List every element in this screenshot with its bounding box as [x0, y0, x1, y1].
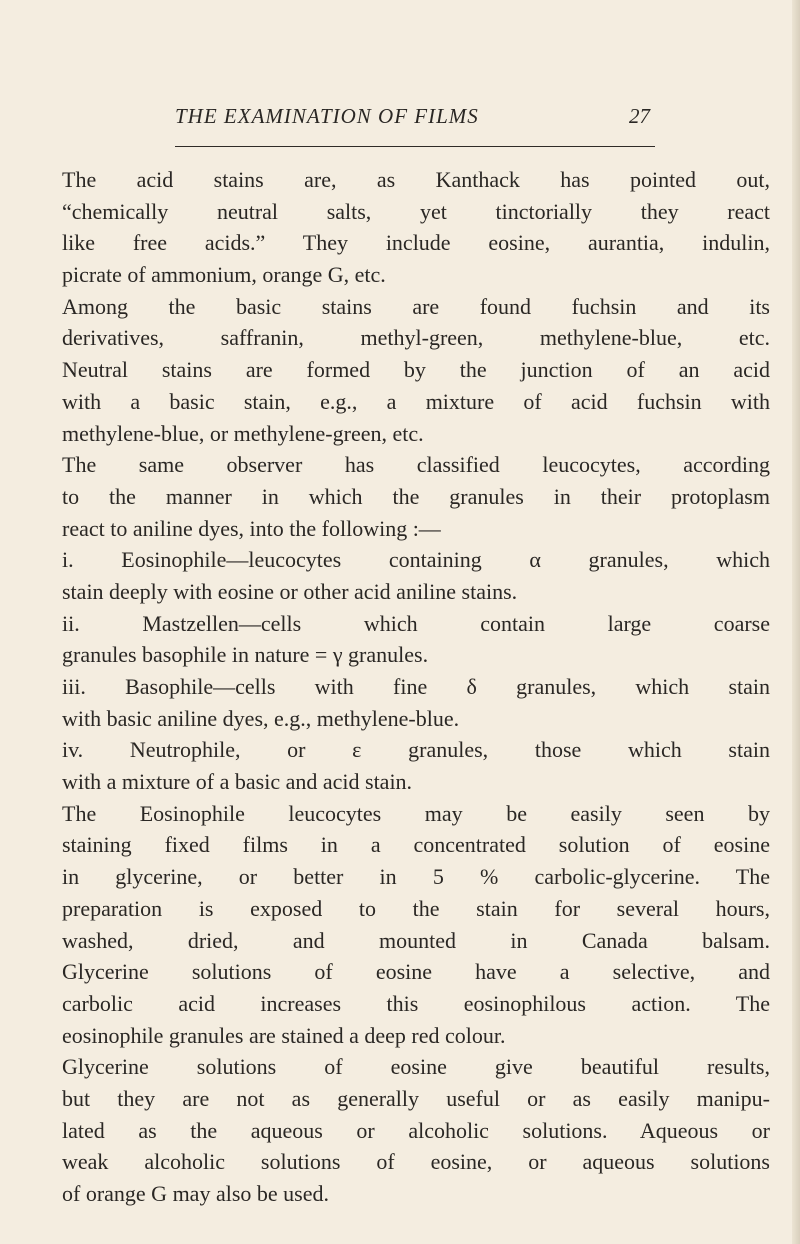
text-line: methylene-blue, or methylene-green, etc.: [62, 420, 424, 446]
text-line: preparation is exposed to the stain for several hours,: [62, 895, 770, 921]
text-line: iv. Neutrophile, or ε granules, those which stain: [62, 737, 770, 763]
running-head-title: THE EXAMINATION OF FILMS: [175, 104, 479, 128]
text-line: with a mixture of a basic and acid stain.: [62, 769, 413, 795]
page-edge-shadow: [792, 0, 800, 1244]
text-line: with a basic stain, e.g., a mixture of acid fuchsin with: [62, 388, 770, 414]
text-line: carbolic acid increases this eosinophilous action. The: [62, 990, 770, 1016]
text-line: eosinophile granules are stained a deep red colour.: [62, 1022, 506, 1048]
text-line: Neutral stains are formed by the junction of an acid: [62, 357, 770, 383]
text-line: but they are not as generally useful or as easily manipu-: [62, 1085, 770, 1111]
text-line: picrate of ammonium, orange G, etc.: [62, 262, 386, 288]
text-line: in glycerine, or better in 5 % carbolic-glycerine. The: [62, 864, 770, 890]
running-head: [175, 104, 650, 136]
page-number: 27: [629, 104, 650, 128]
text-line: iii. Basophile—cells with fine δ granules, which stain: [62, 674, 770, 699]
text-line: like free acids.” They include eosine, aurantia, indulin,: [62, 230, 770, 256]
text-line: “chemically neutral salts, yet tinctorially they react: [62, 198, 770, 224]
text-line: Glycerine solutions of eosine have a selective, and: [62, 959, 770, 985]
body-text: [62, 164, 770, 1210]
text-line: ii. Mastzellen—cells which contain large coarse: [62, 610, 770, 636]
text-line: Glycerine solutions of eosine give beautiful results,: [62, 1054, 770, 1080]
text-line: washed, dried, and mounted in Canada balsam.: [62, 927, 770, 953]
text-line: The Eosinophile leucocytes may be easily seen by: [62, 800, 770, 826]
text-line: granules basophile in nature = γ granules.: [62, 642, 429, 668]
text-line: staining fixed films in a concentrated solution of eosine: [62, 832, 770, 858]
text-line: The same observer has classified leucocytes, according: [62, 452, 770, 478]
text-line: lated as the aqueous or alcoholic solutions. Aqueous or: [62, 1117, 770, 1143]
text-line: with basic aniline dyes, e.g., methylene-blue.: [62, 705, 460, 731]
text-line: react to aniline dyes, into the following :—: [62, 515, 441, 541]
text-line: i. Eosinophile—leucocytes containing α granules, which: [62, 547, 770, 573]
text-line: to the manner in which the granules in their protoplasm: [62, 483, 770, 509]
text-line: stain deeply with eosine or other acid aniline stains.: [62, 578, 518, 604]
text-line: weak alcoholic solutions of eosine, or aqueous solutions: [62, 1149, 770, 1175]
text-line: of orange G may also be used.: [62, 1181, 329, 1206]
text-line: Among the basic stains are found fuchsin and its: [62, 293, 770, 319]
text-line: The acid stains are, as Kanthack has pointed out,: [62, 167, 770, 192]
text-line: derivatives, saffranin, methyl-green, methylene-blue, etc.: [62, 325, 770, 351]
header-rule: [175, 146, 655, 147]
